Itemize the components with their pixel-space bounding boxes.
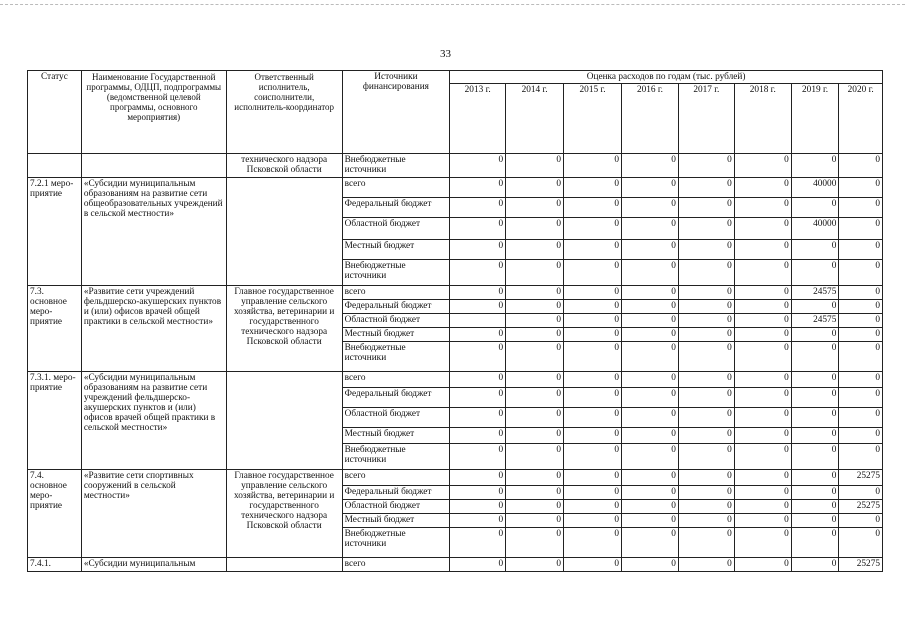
value-cell: 0 — [622, 444, 679, 470]
value-cell: 0 — [450, 470, 506, 486]
value-cell: 0 — [678, 198, 734, 218]
value-cell: 0 — [622, 328, 679, 342]
value-cell: 0 — [622, 198, 679, 218]
value-cell: 0 — [506, 328, 564, 342]
header-name: Наименование Государственной программы, ОДЦП, подпрограммы (ведомственной целевой программы, основного мероприятия) — [81, 71, 226, 154]
header-year: 2020 г. — [839, 84, 883, 154]
value-cell: 0 — [622, 240, 679, 260]
value-cell: 0 — [839, 428, 883, 444]
value-cell: 0 — [734, 178, 791, 198]
source-cell: всего — [342, 286, 450, 300]
table-row — [28, 154, 883, 178]
header-year: 2017 г. — [678, 84, 734, 154]
value-cell: 0 — [678, 408, 734, 428]
value-cell: 0 — [564, 558, 622, 572]
value-cell: 0 — [622, 388, 679, 408]
value-cell: 0 — [622, 514, 679, 528]
value-cell: 0 — [506, 218, 564, 240]
value-cell: 0 — [839, 178, 883, 198]
value-cell: 0 — [734, 286, 791, 300]
value-cell: 0 — [839, 260, 883, 286]
source-cell: Внебюджетные источники — [342, 528, 450, 558]
value-cell: 0 — [564, 388, 622, 408]
table-body — [28, 154, 883, 572]
source-cell: Федеральный бюджет — [342, 300, 450, 314]
name-cell: «Субсидии муниципальным образованиям на развитие сети общеобразовательных учреждений в сельской местности» — [81, 178, 226, 286]
value-cell: 0 — [450, 240, 506, 260]
value-cell: 0 — [622, 470, 679, 486]
status-cell: 7.4.1. — [28, 558, 82, 572]
value-cell: 24575 — [791, 314, 839, 328]
value-cell: 0 — [506, 178, 564, 198]
value-cell: 0 — [564, 500, 622, 514]
value-cell: 0 — [791, 470, 839, 486]
executor-cell — [226, 372, 342, 470]
value-cell: 0 — [506, 314, 564, 328]
value-cell: 0 — [506, 260, 564, 286]
value-cell: 0 — [450, 328, 506, 342]
value-cell: 0 — [622, 218, 679, 240]
value-cell: 0 — [506, 342, 564, 372]
value-cell: 0 — [791, 408, 839, 428]
value-cell: 24575 — [791, 286, 839, 300]
source-cell: Федеральный бюджет — [342, 388, 450, 408]
value-cell: 0 — [678, 486, 734, 500]
source-cell: Областной бюджет — [342, 500, 450, 514]
source-cell: Внебюджетные источники — [342, 444, 450, 470]
value-cell: 0 — [506, 500, 564, 514]
value-cell: 0 — [678, 300, 734, 314]
value-cell: 0 — [450, 286, 506, 300]
value-cell: 0 — [791, 342, 839, 372]
value-cell: 0 — [564, 328, 622, 342]
executor-cell: технического надзора Псковской области — [226, 154, 342, 178]
value-cell — [450, 314, 506, 328]
source-cell: Внебюджетные источники — [342, 260, 450, 286]
header-year: 2018 г. — [734, 84, 791, 154]
value-cell: 0 — [622, 260, 679, 286]
value-cell: 0 — [734, 372, 791, 388]
value-cell: 0 — [839, 218, 883, 240]
value-cell: 0 — [450, 428, 506, 444]
value-cell: 0 — [678, 528, 734, 558]
value-cell: 0 — [678, 372, 734, 388]
value-cell: 0 — [450, 198, 506, 218]
value-cell: 0 — [734, 558, 791, 572]
header-year: 2013 г. — [450, 84, 506, 154]
value-cell: 0 — [506, 486, 564, 500]
header-year: 2016 г. — [622, 84, 679, 154]
value-cell: 0 — [839, 342, 883, 372]
source-cell: Местный бюджет — [342, 240, 450, 260]
source-cell: Местный бюджет — [342, 428, 450, 444]
value-cell: 0 — [564, 408, 622, 428]
value-cell: 0 — [622, 286, 679, 300]
value-cell: 0 — [791, 500, 839, 514]
value-cell: 0 — [791, 514, 839, 528]
value-cell: 0 — [678, 342, 734, 372]
value-cell: 0 — [622, 300, 679, 314]
value-cell: 0 — [791, 388, 839, 408]
value-cell: 0 — [734, 444, 791, 470]
value-cell: 0 — [734, 388, 791, 408]
source-cell: Областной бюджет — [342, 408, 450, 428]
value-cell: 0 — [506, 300, 564, 314]
header-status: Статус — [28, 71, 82, 154]
value-cell: 0 — [734, 514, 791, 528]
value-cell: 0 — [734, 300, 791, 314]
page-number: 33 — [440, 48, 451, 60]
source-cell: Областной бюджет — [342, 218, 450, 240]
header-year: 2014 г. — [506, 84, 564, 154]
value-cell: 0 — [506, 470, 564, 486]
value-cell: 0 — [622, 342, 679, 372]
value-cell: 0 — [450, 558, 506, 572]
source-cell: Федеральный бюджет — [342, 486, 450, 500]
value-cell: 0 — [678, 558, 734, 572]
scan-edge-line — [0, 4, 905, 5]
status-cell: 7.3. основное меро-приятие — [28, 286, 82, 372]
value-cell: 0 — [450, 372, 506, 388]
value-cell: 0 — [564, 486, 622, 500]
value-cell: 0 — [678, 388, 734, 408]
value-cell: 0 — [564, 314, 622, 328]
value-cell: 0 — [839, 444, 883, 470]
budget-table — [27, 70, 883, 572]
value-cell: 0 — [734, 154, 791, 178]
value-cell: 0 — [506, 240, 564, 260]
value-cell: 0 — [678, 154, 734, 178]
value-cell: 0 — [450, 514, 506, 528]
source-cell: Внебюджетные источники — [342, 342, 450, 372]
executor-cell — [226, 558, 342, 572]
status-cell: 7.2.1 меро-приятие — [28, 178, 82, 286]
value-cell: 0 — [734, 486, 791, 500]
value-cell: 0 — [839, 300, 883, 314]
value-cell: 0 — [791, 328, 839, 342]
value-cell: 0 — [506, 198, 564, 218]
value-cell: 25275 — [839, 470, 883, 486]
header-estimate: Оценка расходов по годам (тыс. рублей) — [450, 71, 883, 84]
table-row — [28, 470, 883, 486]
header-year: 2015 г. — [564, 84, 622, 154]
executor-cell: Главное государственное управление сельского хозяйства, ветеринарии и государственного технического надзора Псковской области — [226, 286, 342, 372]
value-cell: 0 — [564, 286, 622, 300]
source-cell: всего — [342, 470, 450, 486]
value-cell: 0 — [506, 154, 564, 178]
value-cell: 0 — [734, 328, 791, 342]
value-cell: 0 — [678, 260, 734, 286]
value-cell: 0 — [506, 408, 564, 428]
value-cell: 0 — [678, 428, 734, 444]
table-row — [28, 286, 883, 300]
table-row — [28, 372, 883, 388]
value-cell: 0 — [622, 500, 679, 514]
value-cell: 0 — [734, 428, 791, 444]
value-cell: 0 — [506, 558, 564, 572]
value-cell: 0 — [678, 514, 734, 528]
value-cell: 0 — [839, 528, 883, 558]
value-cell: 0 — [734, 528, 791, 558]
name-cell: «Развитие сети учреждений фельдшерско-акушерских пунктов и (или) офисов врачей общей практики в сельской местности» — [81, 286, 226, 372]
value-cell: 0 — [450, 408, 506, 428]
value-cell: 0 — [791, 486, 839, 500]
value-cell: 25275 — [839, 500, 883, 514]
value-cell: 0 — [450, 300, 506, 314]
value-cell: 0 — [564, 528, 622, 558]
value-cell: 0 — [734, 470, 791, 486]
source-cell: Областной бюджет — [342, 314, 450, 328]
source-cell: всего — [342, 178, 450, 198]
value-cell: 0 — [450, 444, 506, 470]
status-cell: 7.3.1. меро-приятие — [28, 372, 82, 470]
value-cell: 0 — [839, 198, 883, 218]
value-cell: 0 — [839, 240, 883, 260]
value-cell: 0 — [791, 372, 839, 388]
value-cell: 0 — [791, 428, 839, 444]
value-cell: 0 — [564, 198, 622, 218]
value-cell: 0 — [564, 300, 622, 314]
value-cell: 0 — [450, 486, 506, 500]
value-cell: 0 — [564, 372, 622, 388]
value-cell: 0 — [678, 240, 734, 260]
name-cell — [81, 154, 226, 178]
value-cell: 0 — [450, 260, 506, 286]
value-cell: 0 — [450, 154, 506, 178]
value-cell: 0 — [506, 372, 564, 388]
value-cell: 40000 — [791, 218, 839, 240]
value-cell: 0 — [564, 154, 622, 178]
source-cell: Местный бюджет — [342, 514, 450, 528]
value-cell: 0 — [622, 528, 679, 558]
value-cell: 0 — [622, 408, 679, 428]
value-cell: 0 — [450, 342, 506, 372]
source-cell: всего — [342, 558, 450, 572]
value-cell: 0 — [506, 428, 564, 444]
value-cell: 0 — [839, 514, 883, 528]
executor-cell — [226, 178, 342, 286]
value-cell: 0 — [564, 260, 622, 286]
value-cell: 0 — [622, 558, 679, 572]
value-cell: 0 — [734, 198, 791, 218]
value-cell: 0 — [678, 218, 734, 240]
value-cell: 0 — [506, 286, 564, 300]
value-cell: 0 — [622, 154, 679, 178]
value-cell: 40000 — [791, 178, 839, 198]
value-cell: 0 — [791, 528, 839, 558]
value-cell: 0 — [839, 328, 883, 342]
value-cell: 0 — [791, 198, 839, 218]
value-cell: 0 — [506, 528, 564, 558]
header-source: Источники финансирования — [342, 71, 450, 154]
name-cell: «Субсидии муниципальным — [81, 558, 226, 572]
value-cell: 0 — [450, 528, 506, 558]
value-cell: 0 — [678, 470, 734, 486]
value-cell: 0 — [564, 218, 622, 240]
value-cell: 0 — [622, 314, 679, 328]
value-cell: 0 — [734, 260, 791, 286]
value-cell: 0 — [450, 388, 506, 408]
value-cell: 0 — [734, 342, 791, 372]
source-cell: Местный бюджет — [342, 328, 450, 342]
value-cell: 0 — [678, 286, 734, 300]
value-cell: 0 — [791, 260, 839, 286]
value-cell: 0 — [839, 486, 883, 500]
value-cell: 0 — [678, 328, 734, 342]
source-cell: Внебюджетные источники — [342, 154, 450, 178]
value-cell: 0 — [564, 178, 622, 198]
value-cell: 0 — [734, 218, 791, 240]
value-cell: 0 — [791, 444, 839, 470]
status-cell — [28, 154, 82, 178]
value-cell: 0 — [678, 444, 734, 470]
value-cell: 0 — [678, 314, 734, 328]
value-cell: 0 — [791, 558, 839, 572]
value-cell: 0 — [564, 342, 622, 372]
name-cell: «Субсидии муниципальным образованиям на развитие сети учреждений фельдшерско-акушерских пунктов и (или) офисов врачей общей практики в сельской местности» — [81, 372, 226, 470]
value-cell: 0 — [839, 286, 883, 300]
source-cell: Федеральный бюджет — [342, 198, 450, 218]
status-cell: 7.4. основное меро-приятие — [28, 470, 82, 558]
value-cell: 0 — [791, 240, 839, 260]
header-executor: Ответственный исполнитель, соисполнители, исполнитель-координатор — [226, 71, 342, 154]
value-cell: 0 — [734, 408, 791, 428]
value-cell: 0 — [450, 218, 506, 240]
value-cell: 0 — [564, 470, 622, 486]
value-cell: 0 — [564, 514, 622, 528]
source-cell: всего — [342, 372, 450, 388]
value-cell: 0 — [839, 314, 883, 328]
value-cell: 0 — [839, 372, 883, 388]
value-cell: 0 — [564, 444, 622, 470]
value-cell: 0 — [564, 428, 622, 444]
value-cell: 0 — [791, 154, 839, 178]
value-cell: 0 — [622, 178, 679, 198]
value-cell: 0 — [450, 500, 506, 514]
name-cell: «Развитие сети спортивных сооружений в сельской местности» — [81, 470, 226, 558]
value-cell: 0 — [791, 300, 839, 314]
value-cell: 0 — [734, 240, 791, 260]
value-cell: 0 — [839, 388, 883, 408]
value-cell: 0 — [678, 178, 734, 198]
value-cell: 0 — [734, 500, 791, 514]
value-cell: 0 — [622, 486, 679, 500]
executor-cell: Главное государственное управление сельского хозяйства, ветеринарии и государственного технического надзора Псковской области — [226, 470, 342, 558]
header-year: 2019 г. — [791, 84, 839, 154]
value-cell: 0 — [678, 500, 734, 514]
table-row — [28, 558, 883, 572]
value-cell: 0 — [506, 388, 564, 408]
table-row — [28, 178, 883, 198]
value-cell: 0 — [734, 314, 791, 328]
value-cell: 0 — [839, 408, 883, 428]
value-cell: 0 — [450, 178, 506, 198]
value-cell: 0 — [622, 428, 679, 444]
value-cell: 0 — [564, 240, 622, 260]
value-cell: 0 — [506, 514, 564, 528]
value-cell: 0 — [622, 372, 679, 388]
value-cell: 0 — [839, 154, 883, 178]
value-cell: 25275 — [839, 558, 883, 572]
value-cell: 0 — [506, 444, 564, 470]
